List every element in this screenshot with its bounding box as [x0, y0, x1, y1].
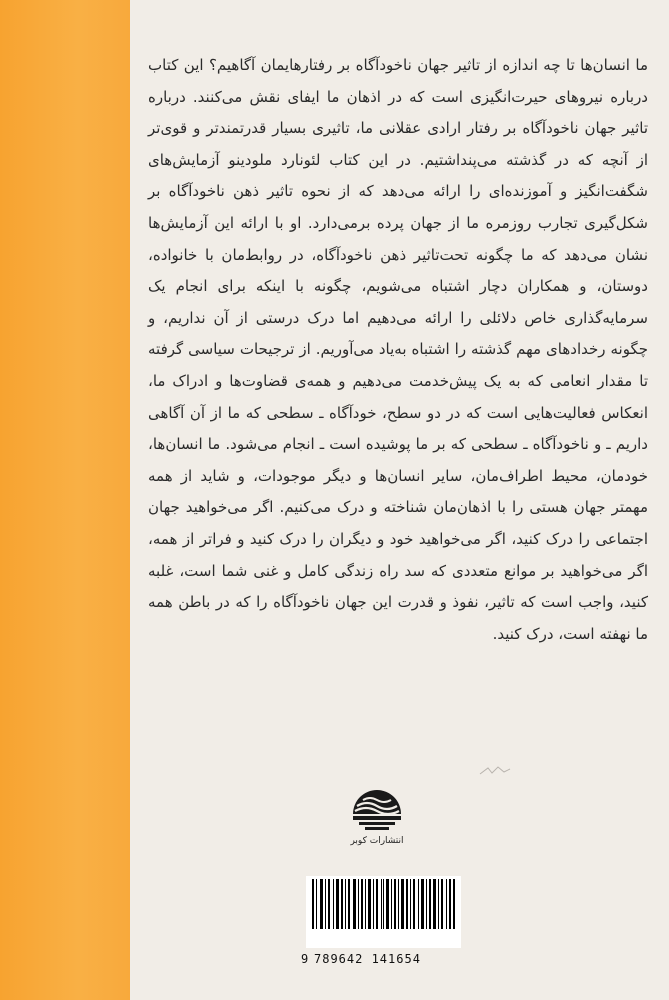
barcode-icon	[312, 879, 455, 929]
publisher-logo-icon	[349, 788, 405, 834]
publisher-name: انتشارات کوبر	[350, 836, 404, 846]
publisher-logo	[349, 788, 405, 850]
back-cover-blurb: ما انسان‌ها تا چه اندازه از تاثیر جهان ناخودآگاه بر رفتارهایمان آگاهیم؟ این کتاب درباره نیروهای حیرت‌انگیزی است که در اذهان ما ایفای نقش می‌کنند. درباره تاثیر جهان ناخودآگاه بر رفتار ارادی عقلانی ما، تاثیری بسیار قدرتمندتر و قوی‌تر از آنچه که در گذشته می‌پنداشتیم. در این کتاب لئونارد ملودینو آزمایش‌های شگفت‌انگیز و آموزنده‌ای را ارائه می‌دهد که از نحوه تاثیر ذهن ناخودآگاه بر شکل‌گیری تجارب روزمره ما از جهان پرده برمی‌دارد. او با ارائه این آزمایش‌ها نشان می‌دهد که ما چگونه تحت‌تاثیر ذهن ناخودآگاه، در روابط‌مان با خانواده، دوستان، و همکاران دچار اشتباه می‌شویم، چگونه با اینکه برای انجام یک سرمایه‌گذاری خاص دلائلی را ارائه می‌دهیم اما درک درستی از آن نداریم، و چگونه رخدادهای مهم گذشته را اشتباه به‌یاد می‌آوریم. از ترجیحات سیاسی گرفته تا مقدار انعامی که به یک پیش‌خدمت می‌دهیم و همه‌ی قضاوت‌ها و ادراک ما، انعکاس فعالیت‌هایی است که در دو سطح، خودآگاه ـ سطحی که ما از آن آگاهی داریم ـ و ناخودآگاه ـ سطحی که بر ما پوشیده است ـ انجام می‌شود. ما انسان‌ها، خودمان، محیط اطراف‌مان، سایر انسان‌ها و دیگر موجودات، و شاید از همه مهمتر جهان هستی را با اذهان‌مان شناخته و درک می‌کنیم. اگر می‌خواهید جهان اجتماعی را درک کنید، اگر می‌خواهید خود و دیگران را درک کنید و فراتر از همه، اگر می‌خواهید بر موانع متعددی که سد راه زندگی کامل و غنی شما است، غلبه کنید، واجب است که تاثیر، نفوذ و قدرت این جهان ناخودآگاه را که در باطن همه ما نهفته است، درک کنید.	[148, 56, 648, 643]
isbn-first-digit: 9	[301, 952, 309, 966]
isbn-barcode	[306, 876, 461, 948]
pencil-mark-icon	[478, 763, 512, 777]
orange-spine-strip	[0, 0, 130, 1000]
isbn-number: 789642 141654	[314, 952, 421, 966]
